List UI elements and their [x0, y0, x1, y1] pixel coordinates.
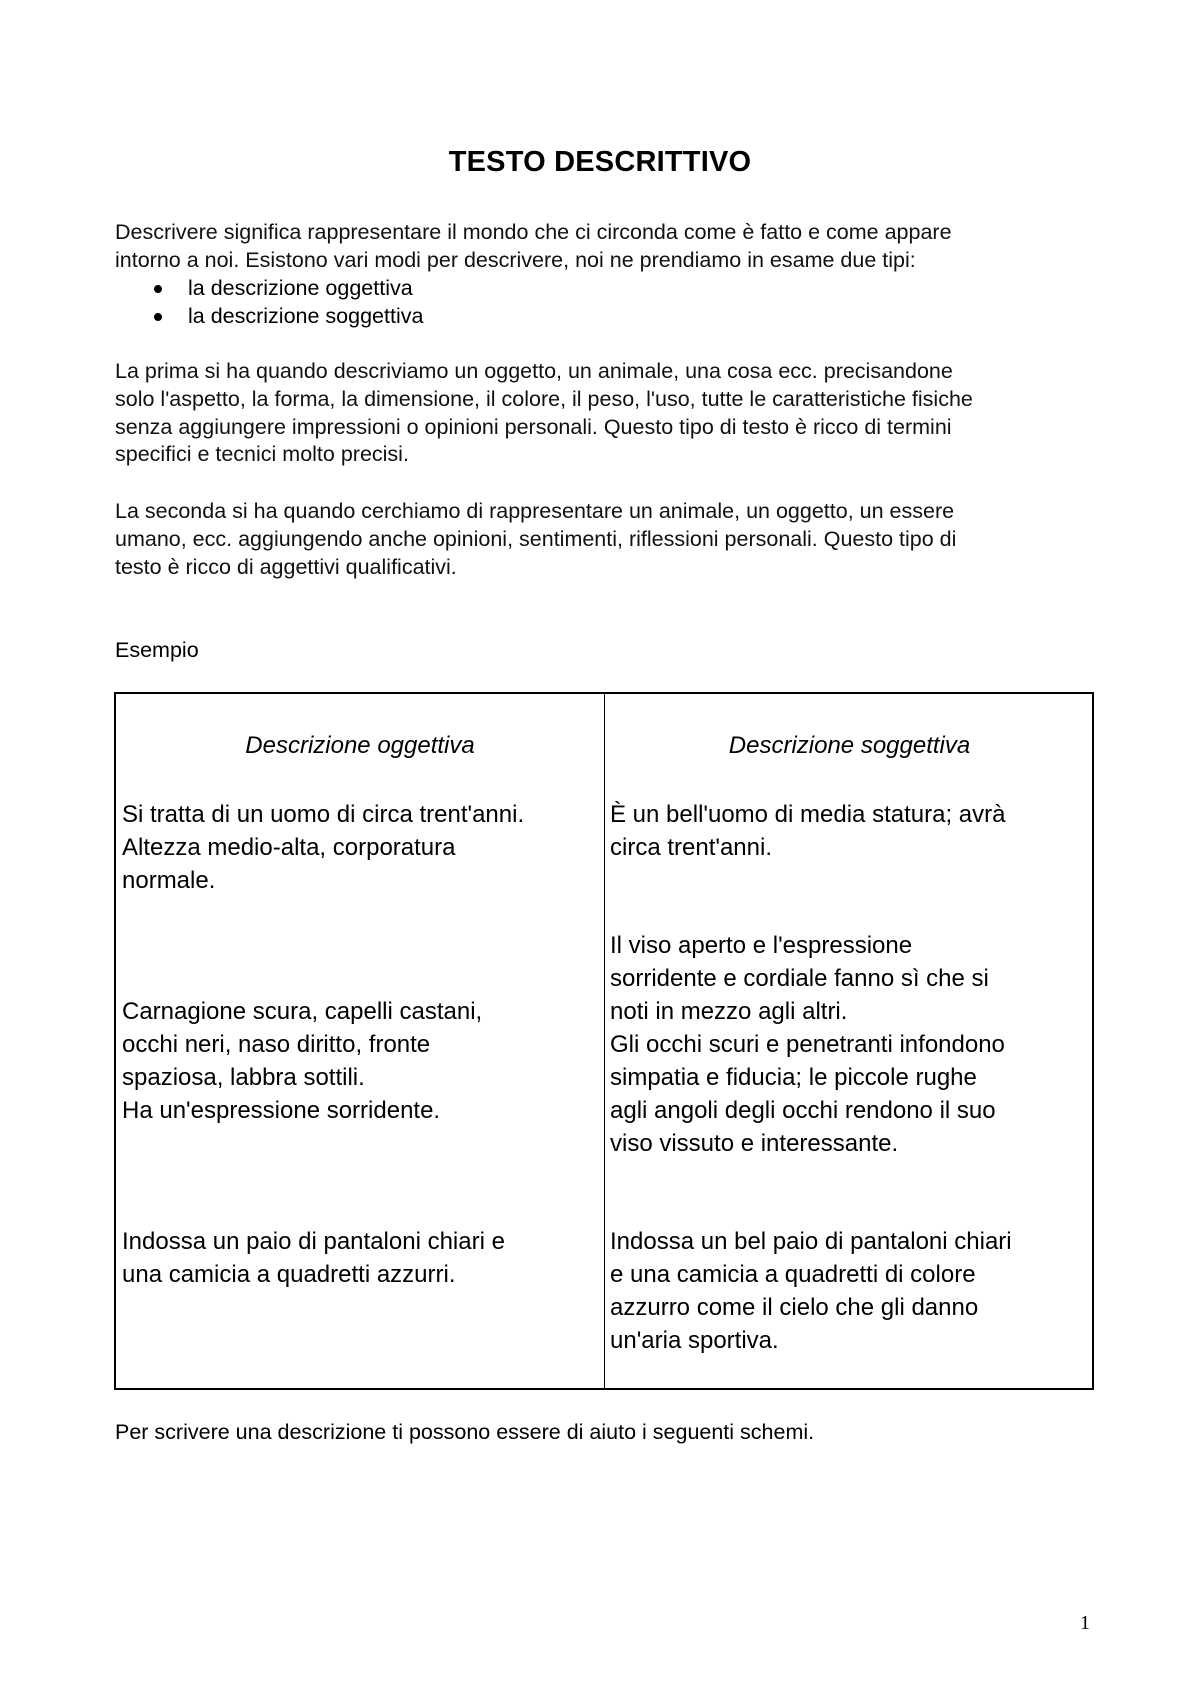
table-cell-soggettiva-1	[610, 798, 1005, 864]
cell-line: È un bell'uomo di media statura; avrà	[610, 801, 1006, 828]
list-item-label: la descrizione soggettiva	[188, 303, 424, 328]
paragraph-soggettiva	[115, 498, 1091, 581]
cell-line: e una camicia a quadretti di colore	[610, 1261, 976, 1288]
cell-line: circa trent'anni.	[610, 834, 772, 861]
cell-line: sorridente e cordiale fanno sì che si	[610, 965, 989, 992]
table-cell-oggettiva-2	[122, 995, 482, 1127]
cell-line: noti in mezzo agli altri.	[610, 998, 848, 1025]
page-number: 1	[1080, 1612, 1090, 1634]
cell-line: normale.	[122, 867, 216, 894]
cell-line: Il viso aperto e l'espressione	[610, 932, 913, 959]
column-header-soggettiva: Descrizione soggettiva	[728, 732, 971, 759]
text-line: intorno a noi. Esistono vari modi per descrivere, noi ne prendiamo in esame due tipi:	[115, 247, 916, 272]
list-item	[115, 275, 423, 303]
cell-line: occhi neri, naso diritto, fronte	[122, 1031, 431, 1058]
cell-line: viso vissuto e interessante.	[610, 1130, 899, 1157]
text-line: La seconda si ha quando cerchiamo di rappresentare un animale, un oggetto, un essere	[115, 499, 955, 523]
table-cell-soggettiva-2	[610, 929, 1005, 1160]
cell-line: azzurro come il cielo che gli danno	[610, 1294, 979, 1321]
cell-line: Gli occhi scuri e penetranti infondono	[610, 1031, 1005, 1058]
cell-line: Altezza medio-alta, corporatura	[122, 834, 456, 861]
text-line: testo è ricco di aggettivi qualificativi.	[115, 554, 457, 579]
column-header-oggettiva: Descrizione oggettiva	[245, 732, 475, 759]
table-cell-oggettiva-3	[122, 1225, 505, 1291]
column-divider	[604, 694, 605, 1388]
cell-line: spaziosa, labbra sottili.	[122, 1064, 365, 1091]
cell-line: un'aria sportiva.	[610, 1327, 779, 1354]
bullet-icon	[154, 285, 162, 293]
cell-line: una camicia a quadretti azzurri.	[122, 1261, 456, 1288]
text-line: La prima si ha quando descriviamo un oggetto, un animale, una cosa ecc. precisandone	[115, 359, 953, 383]
text-line: specifici e tecnici molto precisi.	[115, 442, 409, 467]
comparison-table	[114, 692, 1094, 1390]
list-item	[115, 303, 423, 331]
text-line: umano, ecc. aggiungendo anche opinioni, sentimenti, riflessioni personali. Questo tipo di	[115, 526, 957, 551]
page-title: TESTO DESCRITTIVO	[448, 146, 752, 178]
table-cell-oggettiva-1	[122, 798, 524, 897]
cell-line: Ha un'espressione sorridente.	[122, 1097, 441, 1124]
paragraph-oggettiva	[115, 358, 1091, 469]
cell-line: Indossa un bel paio di pantaloni chiari	[610, 1228, 1012, 1255]
table-cell-soggettiva-3	[610, 1225, 1012, 1357]
bullet-icon	[154, 313, 162, 321]
example-label: Esempio	[115, 638, 199, 662]
text-line: solo l'aspetto, la forma, la dimensione, il colore, il peso, l'uso, tutte le caratteristiche fisiche	[115, 386, 973, 411]
list-item-label: la descrizione oggettiva	[188, 276, 413, 300]
closing-sentence: Per scrivere una descrizione ti possono essere di aiuto i seguenti schemi.	[115, 1420, 815, 1444]
cell-line: agli angoli degli occhi rendono il suo	[610, 1097, 996, 1124]
cell-line: Indossa un paio di pantaloni chiari e	[122, 1228, 505, 1255]
text-line: senza aggiungere impressioni o opinioni personali. Questo tipo di testo è ricco di termini	[115, 414, 952, 439]
cell-line: Carnagione scura, capelli castani,	[122, 998, 483, 1025]
text-line: Descrivere significa rappresentare il mondo che ci circonda come è fatto e come appare	[115, 220, 952, 244]
cell-line: Si tratta di un uomo di circa trent'anni.	[122, 801, 525, 828]
cell-line: simpatia e fiducia; le piccole rughe	[610, 1064, 977, 1091]
intro-paragraph	[115, 219, 1091, 275]
bullet-list	[115, 275, 423, 331]
